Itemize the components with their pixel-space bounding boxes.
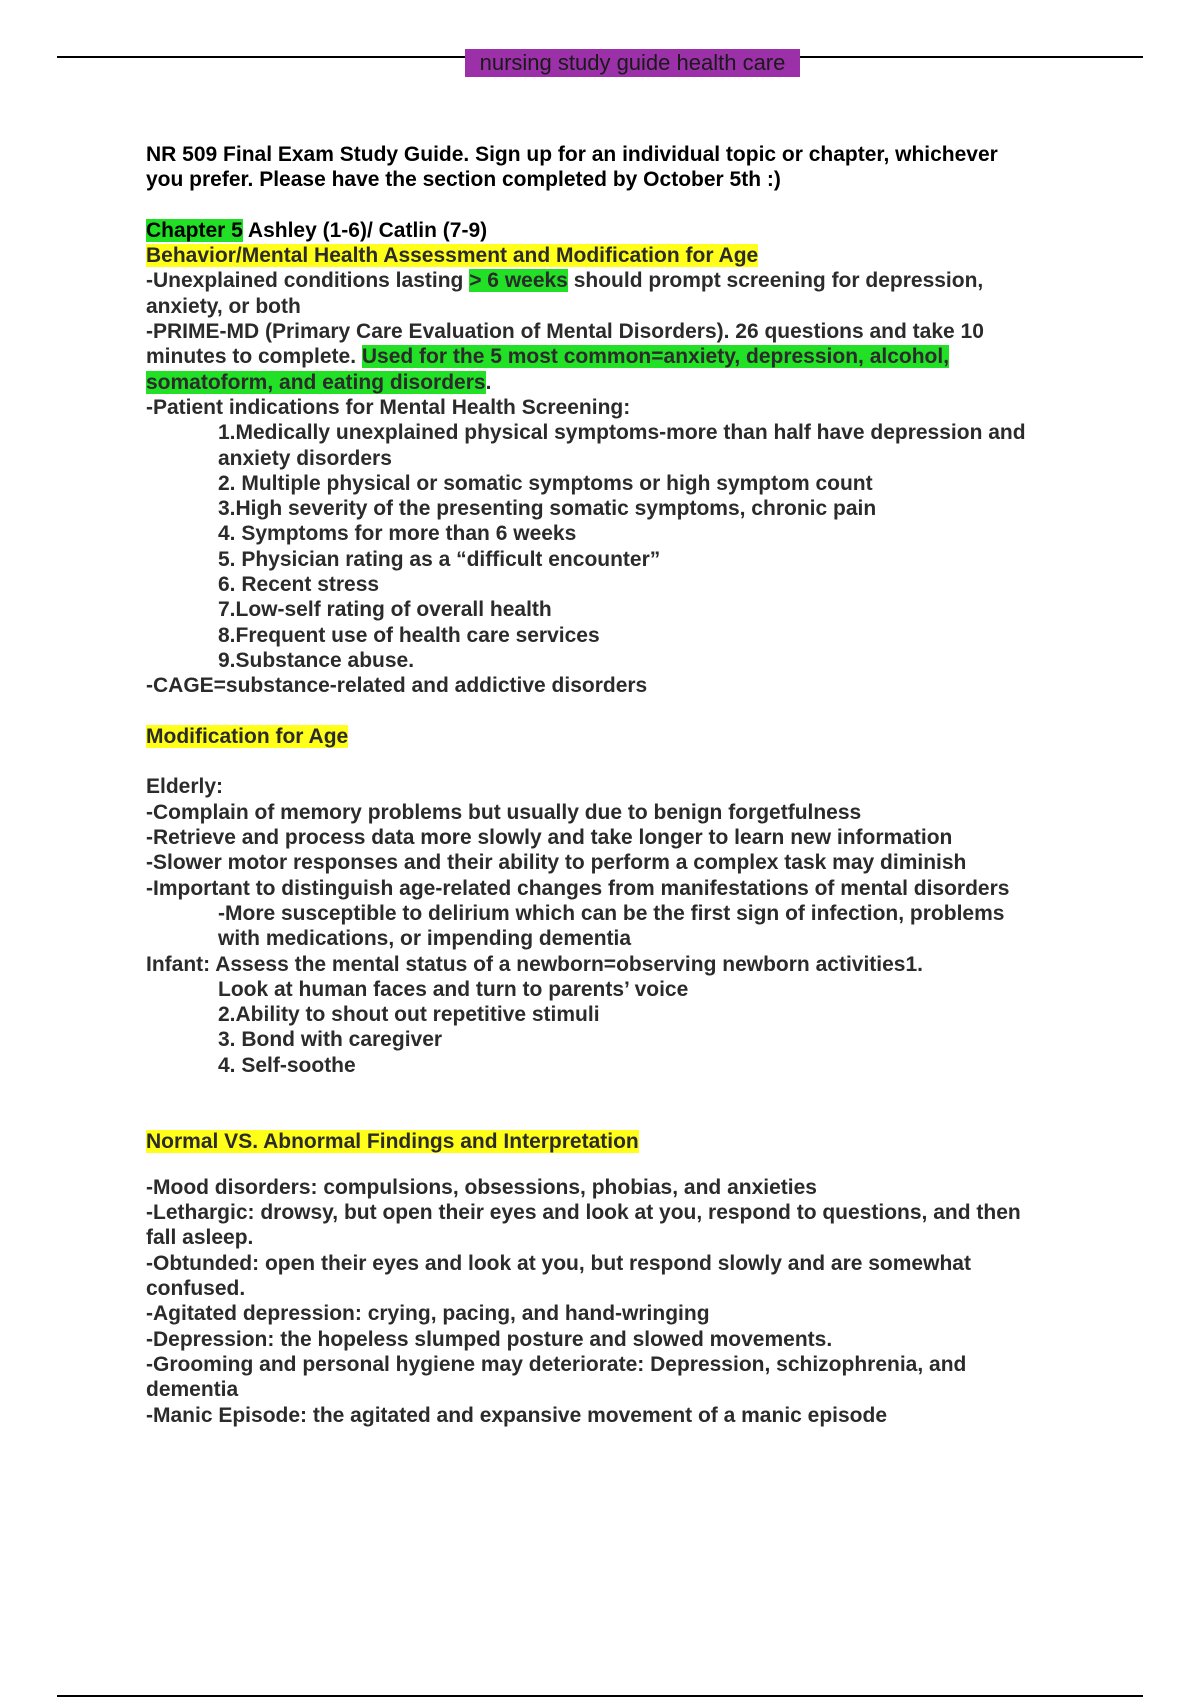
prime-line-3: somatoform, and eating disorders. [146,370,492,394]
elderly-item: -Important to distinguish age-related changes from manifestations of mental disorders [146,876,1010,900]
intro-line-1: NR 509 Final Exam Study Guide. Sign up for an individual topic or chapter, whichever [146,143,998,166]
finding-line: -Grooming and personal hygiene may deteriorate: Depression, schizophrenia, and [146,1352,967,1376]
intro-line-2: you prefer. Please have the section completed by October 5th :) [146,168,781,192]
chapter-label: Chapter 5 [146,218,243,242]
finding-line: -Depression: the hopeless slumped posture and slowed movements. [146,1327,833,1351]
indication-item: 4. Symptoms for more than 6 weeks [218,522,577,546]
indication-item: 9.Substance abuse. [218,648,415,672]
finding-line: -Mood disorders: compulsions, obsessions, phobias, and anxieties [146,1175,817,1199]
finding-line: -Obtunded: open their eyes and look at you, but respond slowly and are somewhat [146,1251,971,1275]
indication-item: anxiety disorders [218,446,392,470]
chapter-assignees: Ashley (1-6)/ Catlin (7-9) [242,218,488,242]
document-body [146,142,1086,1428]
infant-sub-item: 4. Self-soothe [218,1053,356,1077]
bottom-rule [57,1695,1143,1697]
findings-heading: Normal VS. Abnormal Findings and Interpretation [146,1129,639,1153]
infant-sub-item: 2.Ability to shout out repetitive stimuli [218,1003,600,1027]
chapter-line [146,218,1086,243]
weeks-highlight: > 6 weeks [469,269,568,293]
modification-heading: Modification for Age [146,724,349,748]
elderly-title: Elderly: [146,775,224,799]
unexplained-line-1: -Unexplained conditions lasting > 6 weeks should prompt screening for depression, [146,269,984,293]
finding-line: fall asleep. [146,1226,254,1250]
unexplained-line-2: anxiety, or both [146,294,301,318]
elderly-item: -Slower motor responses and their ability to perform a complex task may diminish [146,851,967,875]
indication-item: 6. Recent stress [218,573,380,597]
indication-item: 2. Multiple physical or somatic symptoms or high symptom count [218,471,873,495]
indication-item: 5. Physician rating as a “difficult encounter” [218,547,661,571]
indication-item: 1.Medically unexplained physical symptoms-more than half have depression and [218,421,1026,445]
elderly-item: -Retrieve and process data more slowly and take longer to learn new information [146,826,953,850]
cage-line: -CAGE=substance-related and addictive disorders [146,674,648,698]
prime-highlight-1: Used for the 5 most common=anxiety, depression, alcohol, [361,345,950,369]
indication-item: 7.Low-self rating of overall health [218,598,552,622]
chapter-heading: Behavior/Mental Health Assessment and Modification for Age [146,244,759,268]
infant-sub-item: 3. Bond with caregiver [218,1028,443,1052]
prime-highlight-2: somatoform, and eating disorders [146,370,486,394]
finding-line: confused. [146,1277,246,1301]
indications-title: -Patient indications for Mental Health Screening: [146,395,631,419]
finding-line: -Agitated depression: crying, pacing, and hand-wringing [146,1302,710,1326]
elderly-item: -Complain of memory problems but usually due to benign forgetfulness [146,800,862,824]
prime-line-2: minutes to complete. Used for the 5 most common=anxiety, depression, alcohol, [146,345,950,369]
finding-line: dementia [146,1378,239,1402]
finding-line: -Manic Episode: the agitated and expansive movement of a manic episode [146,1403,888,1427]
elderly-sub-item: with medications, or impending dementia [218,927,632,951]
prime-line-1: -PRIME-MD (Primary Care Evaluation of Mental Disorders). 26 questions and take 10 [146,320,984,344]
finding-line: -Lethargic: drowsy, but open their eyes and look at you, respond to questions, and then [146,1201,1021,1225]
indication-item: 8.Frequent use of health care services [218,623,600,647]
infant-sub-item: Look at human faces and turn to parents’ voice [218,977,689,1001]
header-watermark: nursing study guide health care [465,49,800,77]
infant-line: Infant: Assess the mental status of a newborn=observing newborn activities1. [146,952,923,976]
indication-item: 3.High severity of the presenting somatic symptoms, chronic pain [218,497,877,521]
elderly-sub-item: -More susceptible to delirium which can be the first sign of infection, problems [218,901,1005,925]
